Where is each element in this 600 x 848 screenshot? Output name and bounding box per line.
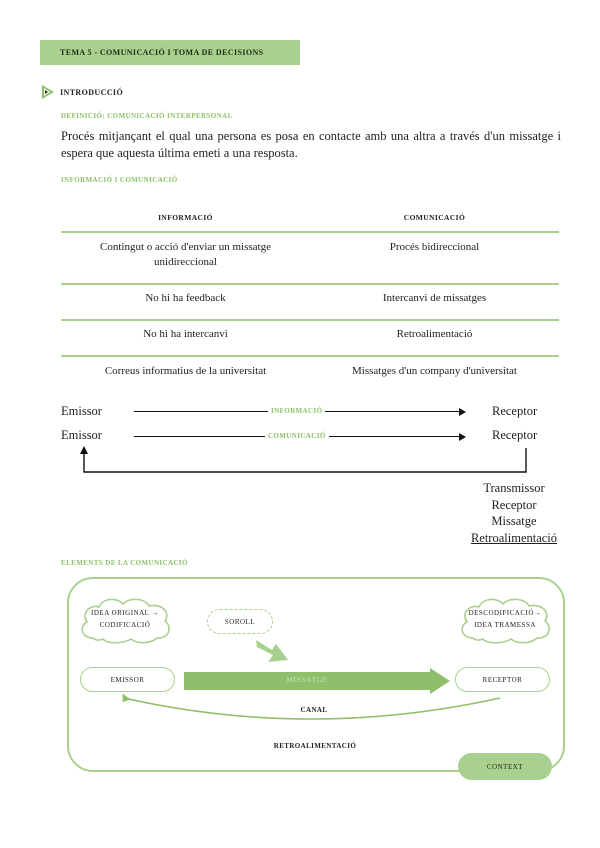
context-label: CONTEXT: [486, 762, 524, 771]
table-divider: [61, 319, 559, 321]
role-missatge: Missatge: [491, 514, 537, 528]
descodificacio-text: [455, 607, 555, 631]
flow-label-comunicacio: COMUNICACIÓ: [265, 432, 329, 440]
canal-label: CANAL: [300, 706, 328, 714]
table-row: [61, 327, 559, 342]
definition-text: Procés mitjançant el qual una persona es posa en contacte amb una altra a través d'un missatge i espera que aquesta última emeti a una resposta.: [61, 129, 561, 160]
idea-original-line2: CODIFICACIÓ: [99, 621, 151, 629]
table-divider: [61, 283, 559, 285]
table-header-informacio: INFORMACIÓ: [158, 213, 213, 222]
table-cell: Retroalimentació: [396, 328, 473, 340]
definition-label: DEFINICIÓ: COMUNICACIÓ INTERPERSONAL: [61, 112, 233, 120]
table-header-comunicacio: COMUNICACIÓ: [403, 213, 466, 222]
table-cell: Procés bidireccional: [389, 241, 480, 253]
flow-emissor-informacio: Emissor: [61, 404, 102, 418]
retroalimentacio-label: RETROALIMENTACIÓ: [273, 742, 357, 750]
table-header-row: [61, 210, 559, 225]
table-divider: [61, 231, 559, 233]
elements-label: ELEMENTS DE LA COMUNICACIÓ: [61, 559, 188, 567]
idea-original-text: [75, 607, 175, 631]
table-cell: Correus informatius de la universitat: [104, 365, 267, 377]
descodificacio-line1: DESCODIFICACIÓ→: [468, 609, 542, 617]
table-row: [61, 364, 559, 379]
table-cell: Missatges d'un company d'universitat: [352, 365, 517, 377]
flow-label-informacio: INFORMACIÓ: [268, 407, 325, 415]
intro-heading: INTRODUCCIÓ: [60, 88, 124, 97]
role-receptor: Receptor: [491, 497, 537, 512]
arrowhead-icon: [459, 433, 466, 441]
flow-receptor-comunicacio: Receptor: [492, 428, 538, 442]
table-cell: No hi ha intercanvi: [143, 328, 228, 340]
arrowhead-icon: [459, 408, 466, 416]
role-transmissor: Transmissor: [483, 481, 545, 495]
idea-original-line1: IDEA ORIGINAL →: [91, 609, 159, 617]
soroll-label: SOROLL: [224, 617, 256, 626]
noise-arrow-icon: [254, 636, 294, 666]
play-arrow-icon: [40, 84, 56, 100]
table-divider: [61, 355, 559, 357]
soroll-pill: [207, 609, 273, 634]
table-row: [61, 240, 559, 270]
table-cell: Intercanvi de missatges: [382, 292, 487, 304]
descodificacio-line2: IDEA TRAMESSA: [474, 621, 536, 629]
flow-receptor-informacio: Receptor: [492, 404, 538, 418]
table-cell: Contingut o acció d'enviar un missatge unidireccional: [100, 241, 271, 268]
topic-banner: [40, 40, 300, 65]
context-pill: [458, 753, 552, 780]
receptor-pill: [455, 667, 550, 692]
topic-title: TEMA 5 - COMUNICACIÓ I TOMA DE DECISIONS: [60, 48, 264, 57]
emissor-label: EMISSOR: [110, 675, 145, 684]
receptor-roles-list: [462, 480, 566, 546]
info-comm-label: INFORMACIÓ I COMUNICACIÓ: [61, 176, 178, 184]
feedback-loop-arrow: [74, 444, 534, 476]
missatge-label: MISSATGE: [286, 675, 328, 684]
receptor-label: RECEPTOR: [482, 675, 523, 684]
role-retroalimentacio: Retroalimentació: [470, 530, 558, 545]
table-cell: No hi ha feedback: [145, 292, 226, 304]
emissor-pill: [80, 667, 175, 692]
flow-emissor-comunicacio: Emissor: [61, 428, 102, 442]
feedback-curve-arrow: [110, 690, 510, 726]
table-row: [61, 291, 559, 306]
